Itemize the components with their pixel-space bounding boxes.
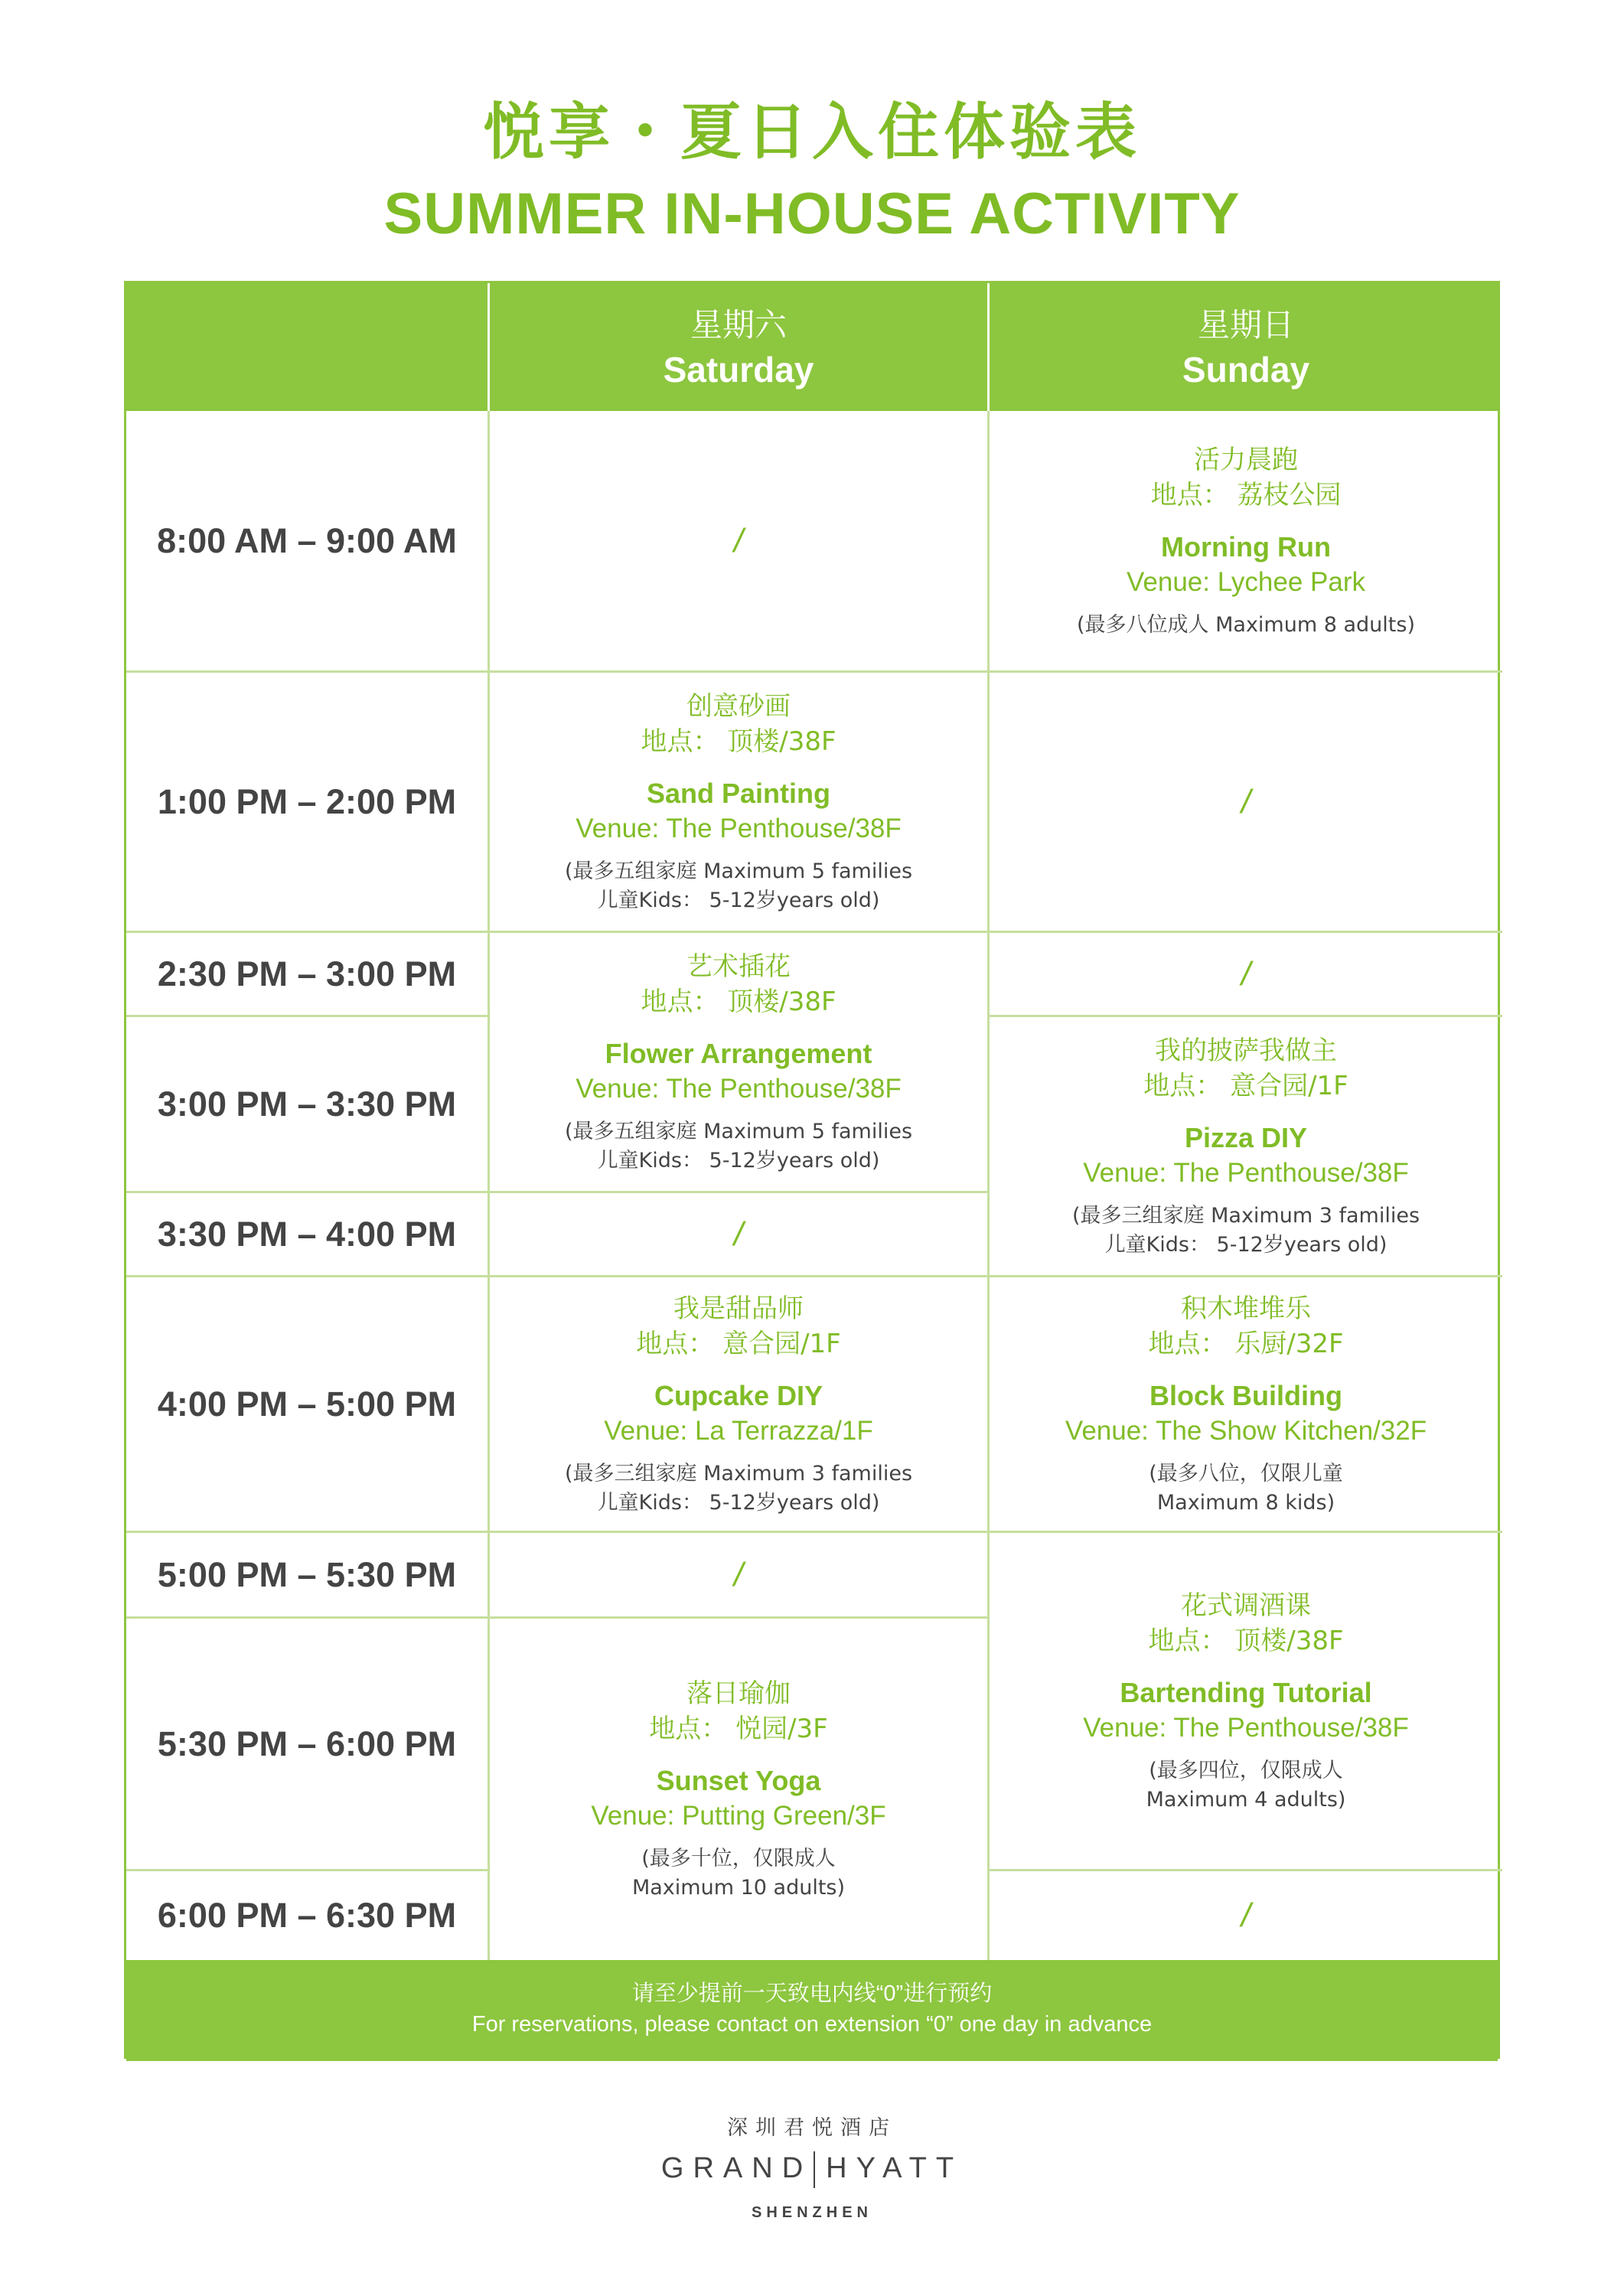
note-line: 儿童Kids： 5-12岁years old) xyxy=(597,888,880,912)
sunday-empty-cell xyxy=(990,933,1502,1015)
note-line: Maximum 10 adults) xyxy=(631,1876,846,1900)
logo-word-right: HYATT xyxy=(826,2152,964,2184)
activity-venue-en: Venue: The Penthouse/38F xyxy=(576,813,902,843)
activity-name-cn: 艺术插花 xyxy=(686,951,791,982)
saturday-header-cn: 星期六 xyxy=(690,305,787,344)
saturday-header-en: Saturday xyxy=(663,349,814,390)
empty-slot-mark: / xyxy=(733,521,744,559)
note-line: Maximum 4 adults) xyxy=(1146,1787,1346,1812)
note-line: (最多三组家庭 Maximum 3 families xyxy=(564,1461,913,1486)
time-slot: 5:00 PM – 5:30 PM xyxy=(157,1554,457,1594)
time-slot: 4:00 PM – 5:00 PM xyxy=(157,1384,457,1424)
activity-bartending-tutorial xyxy=(990,1533,1502,1869)
activity-venue-cn: 地点： 顶楼/38F xyxy=(641,726,836,757)
activity-name-cn: 落日瑜伽 xyxy=(686,1678,791,1709)
note-line: (最多五组家庭 Maximum 5 families xyxy=(564,859,913,883)
activity-venue-en: Venue: The Penthouse/38F xyxy=(576,1073,902,1104)
activity-venue-cn: 地点： 乐厨/32F xyxy=(1148,1328,1344,1359)
activity-block-building xyxy=(990,1277,1502,1531)
activity-morning-run xyxy=(990,411,1502,670)
activity-capacity-note xyxy=(565,1117,912,1176)
activity-venue-cn: 地点： 意合园/1F xyxy=(1143,1070,1348,1101)
time-slot: 5:30 PM – 6:00 PM xyxy=(157,1724,457,1763)
saturday-empty-cell xyxy=(490,1193,987,1275)
activity-venue-en: Venue: La Terrazza/1F xyxy=(604,1415,873,1446)
activity-name-cn: 花式调酒课 xyxy=(1181,1590,1311,1621)
logo-divider xyxy=(814,2151,815,2188)
reservation-footer xyxy=(126,1960,1498,2061)
activity-name-cn: 活力晨跑 xyxy=(1194,444,1298,475)
logo-word-left: GRAND xyxy=(660,2152,813,2184)
activity-capacity-note xyxy=(1077,611,1415,640)
note-line: (最多八位成人 Maximum 8 adults) xyxy=(1077,612,1415,637)
activity-capacity-note xyxy=(1072,1202,1420,1260)
note-line: Maximum 8 kids) xyxy=(1156,1490,1335,1515)
sunday-header-cn: 星期日 xyxy=(1197,305,1294,344)
note-line: (最多八位，仅限儿童 xyxy=(1149,1461,1343,1486)
activity-name-en: Sand Painting xyxy=(646,777,830,809)
activity-flower-arrangement xyxy=(490,933,987,1191)
activity-name-en: Morning Run xyxy=(1161,530,1331,563)
activity-capacity-note xyxy=(632,1844,845,1903)
logo-city: SHENZHEN xyxy=(751,2204,872,2221)
time-slot: 3:30 PM – 4:00 PM xyxy=(157,1214,457,1254)
activity-name-cn: 我的披萨我做主 xyxy=(1155,1035,1337,1066)
hotel-name-cn: 深圳君悦酒店 xyxy=(727,2116,897,2140)
activity-pizza-diy xyxy=(990,1017,1502,1275)
activity-name-en: Flower Arrangement xyxy=(605,1037,872,1069)
note-line: 儿童Kids： 5-12岁years old) xyxy=(597,1148,880,1172)
activity-capacity-note xyxy=(1149,1459,1343,1518)
empty-slot-mark: / xyxy=(733,1215,744,1253)
time-slot: 6:00 PM – 6:30 PM xyxy=(157,1896,457,1935)
saturday-empty-cell xyxy=(490,411,987,670)
activity-schedule-table xyxy=(124,281,1500,2059)
empty-slot-mark: / xyxy=(1241,782,1251,820)
note-line: 儿童Kids： 5-12岁years old) xyxy=(597,1490,880,1515)
activity-venue-cn: 地点： 悦园/3F xyxy=(649,1714,828,1744)
activity-sunset-yoga xyxy=(490,1619,987,1960)
note-line: (最多五组家庭 Maximum 5 families xyxy=(564,1119,913,1143)
note-line: (最多十位，仅限成人 xyxy=(641,1847,836,1870)
time-slot: 8:00 AM – 9:00 AM xyxy=(157,520,457,560)
sunday-empty-cell xyxy=(990,673,1502,931)
activity-name-cn: 积木堆堆乐 xyxy=(1181,1293,1311,1324)
note-line: 儿童Kids： 5-12岁years old) xyxy=(1104,1232,1388,1257)
reservation-note-en: For reservations, please contact on extension “0” one day in advance xyxy=(471,2012,1153,2037)
activity-venue-cn: 地点： 荔枝公园 xyxy=(1150,479,1342,510)
activity-capacity-note xyxy=(565,857,912,915)
activity-name-cn: 创意砂画 xyxy=(686,690,791,722)
note-line: (最多四位，仅限成人 xyxy=(1149,1758,1343,1782)
sunday-header xyxy=(990,283,1502,411)
activity-venue-en: Venue: The Penthouse/38F xyxy=(1083,1157,1409,1188)
note-line: (最多三组家庭 Maximum 3 families xyxy=(1071,1203,1420,1228)
activity-name-en: Block Building xyxy=(1150,1379,1342,1411)
sunday-empty-cell xyxy=(990,1871,1502,1960)
activity-name-en: Cupcake DIY xyxy=(654,1379,823,1411)
page-title-en: SUMMER IN-HOUSE ACTIVITY xyxy=(383,181,1241,246)
page-title-cn: 悦享・夏日入住体验表 xyxy=(483,96,1141,168)
empty-slot-mark: / xyxy=(1241,954,1251,993)
time-slot: 2:30 PM – 3:00 PM xyxy=(157,954,457,993)
time-slot: 3:00 PM – 3:30 PM xyxy=(157,1084,457,1124)
activity-name-en: Bartending Tutorial xyxy=(1120,1676,1372,1708)
reservation-note-cn: 请至少提前一天致电内线“0”进行预约 xyxy=(631,1981,993,2006)
activity-venue-en: Venue: The Penthouse/38F xyxy=(1083,1712,1409,1743)
activity-capacity-note xyxy=(1146,1756,1346,1815)
activity-venue-en: Venue: Lychee Park xyxy=(1127,566,1365,597)
activity-name-en: Sunset Yoga xyxy=(656,1765,821,1796)
activity-venue-cn: 地点： 意合园/1F xyxy=(636,1328,841,1359)
empty-slot-mark: / xyxy=(733,1555,744,1593)
activity-venue-en: Venue: The Show Kitchen/32F xyxy=(1065,1415,1427,1446)
activity-venue-cn: 地点： 顶楼/38F xyxy=(1148,1625,1344,1656)
activity-name-en: Pizza DIY xyxy=(1184,1121,1308,1153)
activity-venue-en: Venue: Putting Green/3F xyxy=(591,1801,886,1831)
grand-hyatt-logo xyxy=(0,2149,1624,2188)
saturday-header xyxy=(490,283,987,411)
time-slot: 1:00 PM – 2:00 PM xyxy=(157,781,457,821)
activity-name-cn: 我是甜品师 xyxy=(673,1293,804,1324)
empty-slot-mark: / xyxy=(1241,1896,1251,1934)
saturday-empty-cell xyxy=(490,1533,987,1616)
activity-sand-painting xyxy=(490,673,987,931)
activity-venue-cn: 地点： 顶楼/38F xyxy=(641,986,836,1017)
activity-capacity-note xyxy=(565,1459,912,1518)
activity-cupcake-diy xyxy=(490,1277,987,1531)
sunday-header-en: Sunday xyxy=(1182,349,1310,390)
